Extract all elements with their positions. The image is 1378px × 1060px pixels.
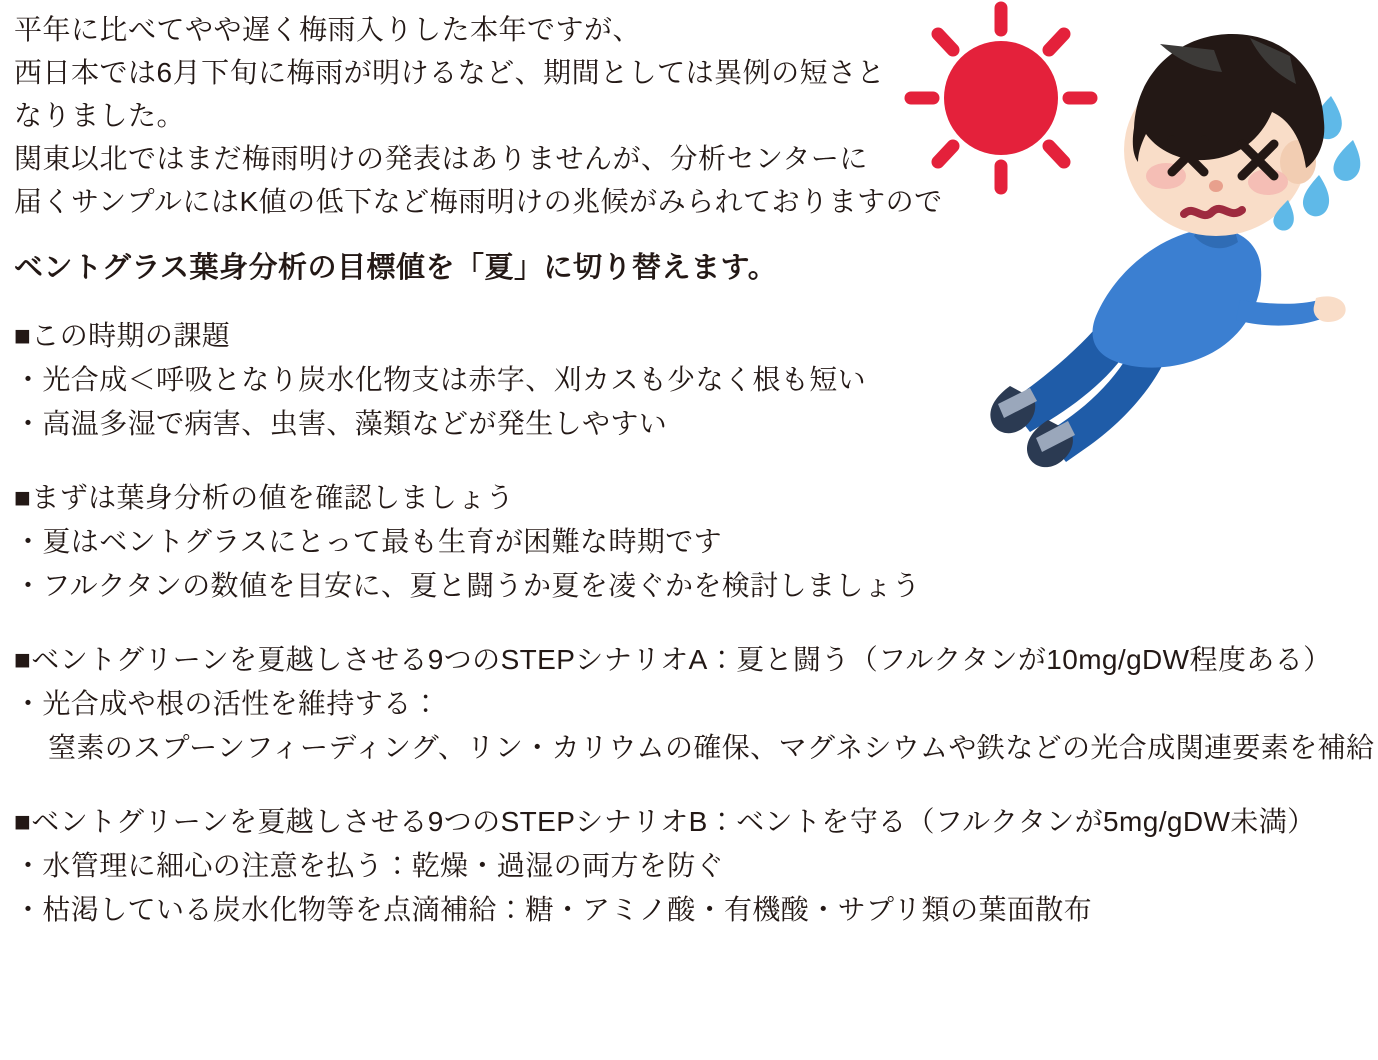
section-subline: 窒素のスプーンフィーディング、リン・カリウムの確保、マグネシウムや鉄などの光合成関連要素を補給 (48, 732, 1375, 763)
spacer (14, 223, 1344, 247)
section-line: ・光合成や根の活性を維持する： (14, 688, 441, 719)
section-line: ・フルクタンの数値を目安に、夏と闘うか夏を凌ぐかを検討しましょう (14, 570, 921, 601)
section-heading: ■ベントグリーンを夏越しさせる9つのSTEPシナリオA：夏と闘う（フルクタンが10mg/gDW程度ある） (14, 644, 1332, 675)
section-line: ・光合成＜呼吸となり炭水化物支は赤字、刈カスも少なく根も短い (14, 364, 867, 395)
intro-line: 関東以北ではまだ梅雨明けの発表はありませんが、分析センターに (14, 143, 868, 174)
section-heading: ■ベントグリーンを夏越しさせる9つのSTEPシナリオB：ベントを守る（フルクタンが5mg/gDW未満） (14, 806, 1316, 837)
intro-line: 平年に比べてやや遅く梅雨入りした本年ですが、 (14, 14, 642, 45)
spacer (14, 446, 1344, 476)
intro-line: なりました。 (14, 100, 186, 131)
section-heading: ■まずは葉身分析の値を確認しましょう (14, 482, 515, 513)
section-line: ・水管理に細心の注意を払う：乾燥・過湿の両方を防ぐ (14, 850, 725, 881)
section-line: ・高温多湿で病害、虫害、藻類などが発生しやすい (14, 408, 668, 439)
document-body (14, 8, 1375, 932)
intro-line: 届くサンプルにはK値の低下など梅雨明けの兆候がみられておりますので (14, 186, 943, 217)
section-line: ・枯渇している炭水化物等を点滴補給：糖・アミノ酸・有機酸・サプリ類の葉面散布 (14, 894, 1093, 925)
intro-line: 西日本では6月下旬に梅雨が明けるなど、期間としては異例の短さと (14, 57, 886, 88)
section-line: ・夏はベントグラスにとって最も生育が困難な時期です (14, 526, 723, 557)
spacer (14, 770, 1344, 800)
spacer (14, 608, 1344, 638)
lead-heading: ベントグラス葉身分析の目標値を「夏」に切り替えます。 (14, 252, 778, 284)
spacer (14, 290, 1344, 314)
section-heading: ■この時期の課題 (14, 320, 231, 351)
